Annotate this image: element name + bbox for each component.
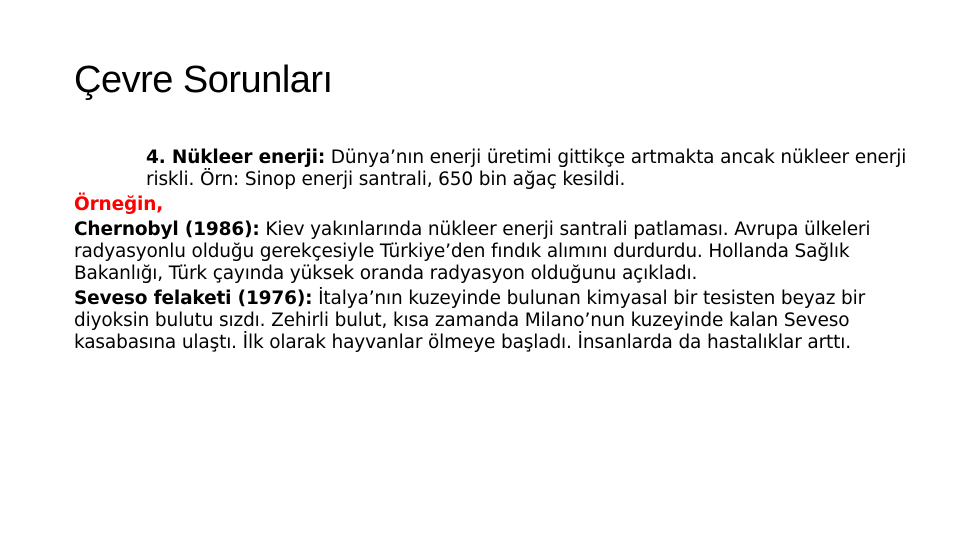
paragraph-label: 4. Nükleer enerji: (146, 147, 326, 168)
paragraph-text: İtalya’nın kuzeyinde bulunan kimyasal bir tesisten beyaz bir diyoksin bulutu sızdı. Zehirli bulut, kısa zamanda Milano’nun kuzeyinde kalan Seveso kasabasına ulaştı. İlk olarak hayvanlar ölmeye başladı. İnsanlarda da hastalıklar arttı. (74, 287, 866, 354)
slide-title: Çevre Sorunları (74, 59, 333, 101)
paragraph-text: Kiev yakınlarında nükleer enerji santrali patlaması. Avrupa ülkeleri radyasyonlu olduğu gerekçesiyle Türkiye’den fındık alımını durdurdu. Hollanda Sağlık Bakanlığı, Türk çayında yüksek oranda radyasyon olduğunu açıkladı. (74, 218, 871, 285)
paragraph-text: Dünya’nın enerji üretimi gittikçe artmakta ancak nükleer enerji riskli. Örn: Sinop enerji santrali, 650 bin ağaç kesildi. (146, 147, 907, 191)
paragraph-seveso (74, 288, 914, 355)
paragraph-nuclear-energy (74, 147, 914, 191)
paragraph-label: Chernobyl (1986): (74, 218, 260, 240)
slide-body (74, 147, 914, 357)
example-heading: Örneğin, (74, 193, 164, 215)
paragraph-chernobyl (74, 219, 914, 286)
paragraph-label: Seveso felaketi (1976): (74, 287, 313, 309)
